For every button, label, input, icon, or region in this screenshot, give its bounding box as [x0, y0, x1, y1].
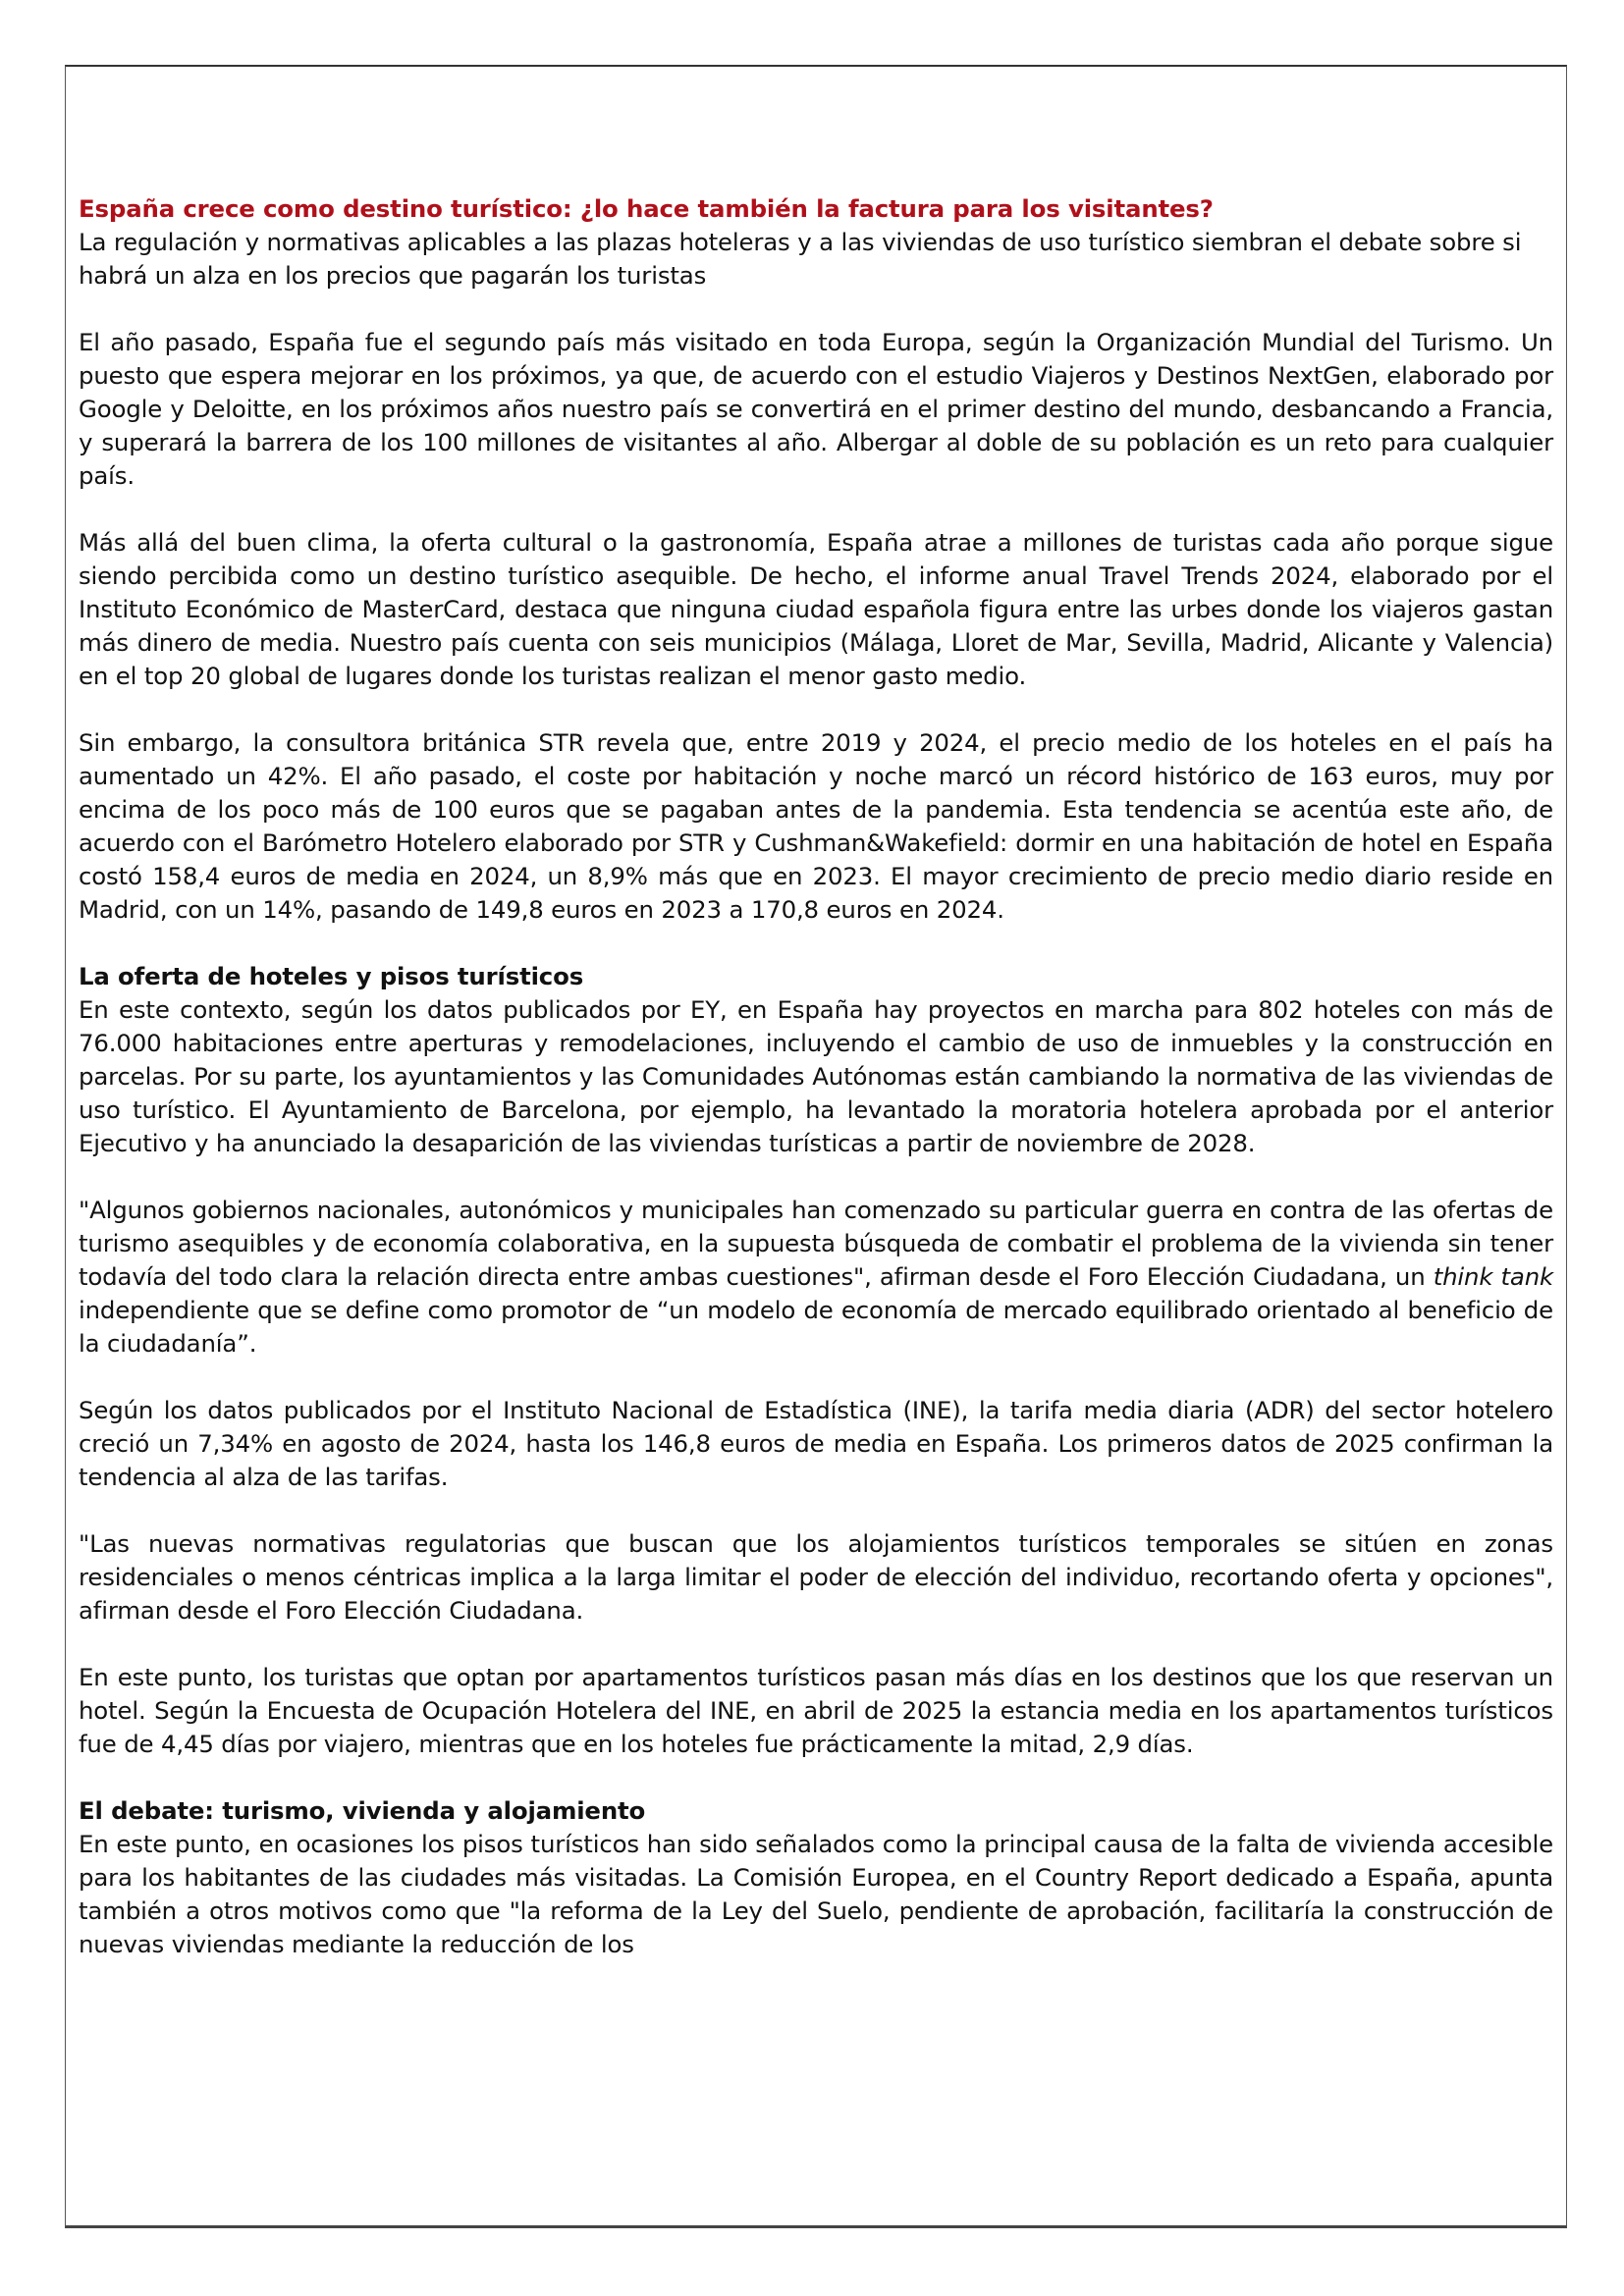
- italic-term: think tank: [1433, 1262, 1553, 1291]
- article-title: España crece como destino turístico: ¿lo hace también la factura para los visitantes?: [79, 194, 1214, 223]
- section-heading: La oferta de hoteles y pisos turísticos: [79, 962, 584, 990]
- spacer: [79, 1160, 1553, 1194]
- spacer: [79, 693, 1553, 726]
- spacer: [79, 927, 1553, 960]
- paragraph: En este punto, los turistas que optan por apartamentos turísticos pasan más días en los destinos que los que reservan un hotel. Según la Encuesta de Ocupación Hotelera del INE, en abril de 2025 la estancia media en los apartamentos turísticos fue de 4,45 días por viajero, mientras que en los hoteles fue prácticamente la mitad, 2,9 días.: [79, 1663, 1553, 1758]
- spacer: [79, 1494, 1553, 1527]
- spacer: [79, 293, 1553, 326]
- paragraph-quote: [79, 1194, 1553, 1361]
- paragraph: En este contexto, según los datos publicados por EY, en España hay proyectos en marcha para 802 hoteles con más de 76.000 habitaciones entre aperturas y remodelaciones, incluyendo el cambio de uso de inmuebles y la construcción en parcelas. Por su parte, los ayuntamientos y las Comunidades Autónomas están cambiando la normativa de las viviendas de uso turístico. El Ayuntamiento de Barcelona, por ejemplo, ha levantado la moratoria hotelera aprobada por el anterior Ejecutivo y ha anunciado la desaparición de las viviendas turísticas a partir de noviembre de 2028.: [79, 995, 1553, 1157]
- paragraph: "Las nuevas normativas regulatorias que buscan que los alojamientos turísticos temporales se sitúen en zonas residenciales o menos céntricas implica a la larga limitar el poder de elección del individuo, recortando oferta y opciones", afirman desde el Foro Elección Ciudadana.: [79, 1529, 1553, 1625]
- paragraph: Según los datos publicados por el Instituto Nacional de Estadística (INE), la tarifa media diaria (ADR) del sector hotelero creció un 7,34% en agosto de 2024, hasta los 146,8 euros de media en España. Los primeros datos de 2025 confirman la tendencia al alza de las tarifas.: [79, 1396, 1553, 1491]
- paragraph: Sin embargo, la consultora británica STR revela que, entre 2019 y 2024, el precio medio de los hoteles en el país ha aumentado un 42%. El año pasado, el coste por habitación y noche marcó un récord histórico de 163 euros, muy por encima de los poco más de 100 euros que se pagaban antes de la pandemia. Esta tendencia se acentúa este año, de acuerdo con el Barómetro Hotelero elaborado por STR y Cushman&Wakefield: dormir en una habitación de hotel en España costó 158,4 euros de media en 2024, un 8,9% más que en 2023. El mayor crecimiento de precio medio diario reside en Madrid, con un 14%, pasando de 149,8 euros en 2023 a 170,8 euros en 2024.: [79, 728, 1553, 924]
- section-heading: El debate: turismo, vivienda y alojamiento: [79, 1796, 646, 1825]
- spacer: [79, 1628, 1553, 1661]
- paragraph: Más allá del buen clima, la oferta cultural o la gastronomía, España atrae a millones de turistas cada año porque sigue siendo percibida como un destino turístico asequible. De hecho, el informe anual Travel Trends 2024, elaborado por el Instituto Económico de MasterCard, destaca que ninguna ciudad española figura entre las urbes donde los viajeros gastan más dinero de media. Nuestro país cuenta con seis municipios (Málaga, Lloret de Mar, Sevilla, Madrid, Alicante y Valencia) en el top 20 global de lugares donde los turistas realizan el menor gasto medio.: [79, 528, 1553, 690]
- spacer: [79, 1361, 1553, 1394]
- spacer: [79, 493, 1553, 526]
- paragraph: El año pasado, España fue el segundo país más visitado en toda Europa, según la Organización Mundial del Turismo. Un puesto que espera mejorar en los próximos, ya que, de acuerdo con el estudio Viajeros y Destinos NextGen, elaborado por Google y Deloitte, en los próximos años nuestro país se convertirá en el primer destino del mundo, desbancando a Francia, y superará la barrera de los 100 millones de visitantes al año. Albergar al doble de su población es un reto para cualquier país.: [79, 328, 1553, 490]
- spacer: [79, 1761, 1553, 1794]
- quote-text-end: independiente que se define como promotor de “un modelo de economía de mercado equilibrado orientado al beneficio de la ciudadanía”.: [79, 1296, 1553, 1358]
- quote-text: "Algunos gobiernos nacionales, autonómicos y municipales han comenzado su particular guerra en contra de las ofertas de turismo asequibles y de economía colaborativa, en la supuesta búsqueda de combatir el problema de la vivienda sin tener todavía del todo clara la relación directa entre ambas cuestiones", afirman desde el Foro Elección Ciudadana, un: [79, 1196, 1553, 1291]
- article-subtitle: La regulación y normativas aplicables a las plazas hoteleras y a las viviendas de uso turístico siembran el debate sobre si habrá un alza en los precios que pagarán los turistas: [79, 228, 1522, 290]
- article-body: [79, 192, 1553, 1961]
- paragraph: En este punto, en ocasiones los pisos turísticos han sido señalados como la principal causa de la falta de vivienda accesible para los habitantes de las ciudades más visitadas. La Comisión Europea, en el Country Report dedicado a España, apunta también a otros motivos como que "la reforma de la Ley del Suelo, pendiente de aprobación, facilitaría la construcción de nuevas viviendas mediante la reducción de los: [79, 1830, 1553, 1958]
